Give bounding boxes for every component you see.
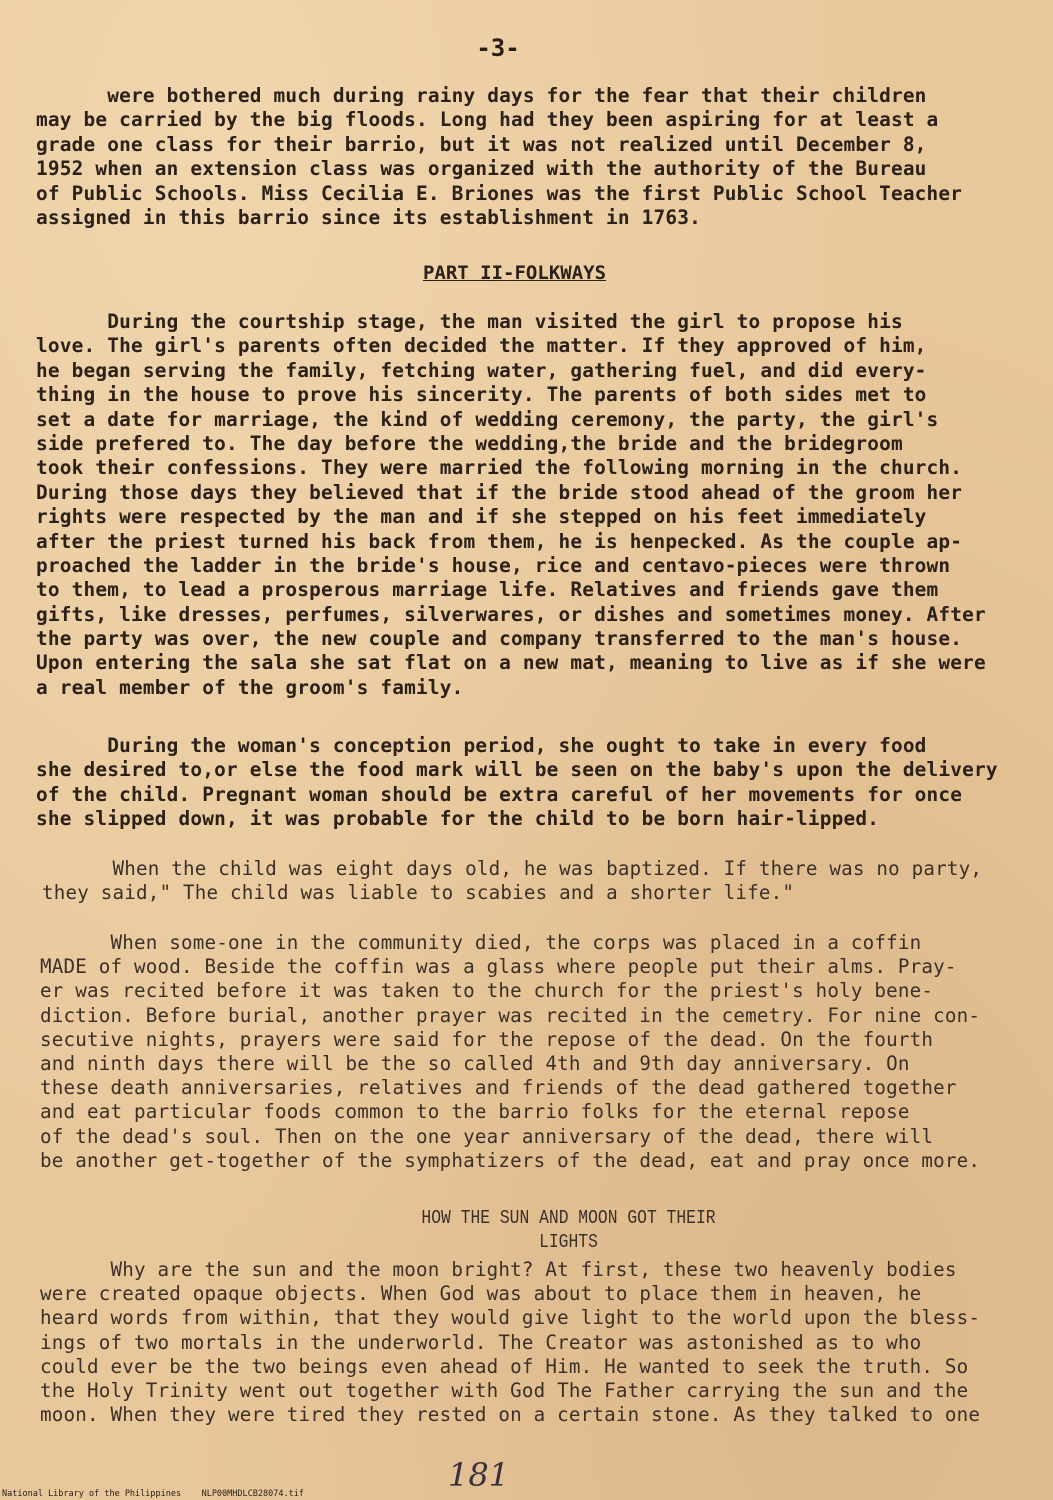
text-line: grade one class for their barrio, but it was not realized until December 8, xyxy=(36,132,927,156)
death-paragraph xyxy=(40,931,1025,1173)
scan-credit-footer: National Library of the Philippines NLP00MHDLCB28074.tif xyxy=(2,1489,304,1499)
text-line: ings of two mortals in the underworld. The Creator was astonished as to who xyxy=(40,1330,922,1354)
text-line: Why are the sun and the moon bright? At first, these two heavenly bodies xyxy=(40,1258,957,1281)
story-paragraph xyxy=(40,1258,1025,1427)
story-heading-line-1: HOW THE SUN AND MOON GOT THEIR xyxy=(421,1207,716,1229)
text-line: secutive nights, prayers were said for the repose of the dead. On the fourth xyxy=(40,1027,934,1051)
text-line: er was recited before it was taken to the church for the priest's holy bene- xyxy=(40,979,934,1003)
text-line: gifts, like dresses, perfumes, silverwares, or dishes and sometimes money. After xyxy=(36,602,986,626)
text-line: a real member of the groom's family. xyxy=(36,675,464,699)
text-line: During the woman's conception period, she ought to take in every food xyxy=(36,734,927,757)
text-line: rights were respected by the man and if she stepped on his feet immediately xyxy=(36,505,927,529)
text-line: Upon entering the sala she sat flat on a new mat, meaning to live as if she were xyxy=(36,651,986,675)
part-heading xyxy=(0,262,1041,284)
text-line: thing in the house to prove his sincerity. The parents of both sides met to xyxy=(36,383,927,407)
text-line: be another get-together of the symphatizers of the dead, eat and pray once more. xyxy=(40,1148,981,1172)
text-line: took their confessions. They were married the following morning in the church. xyxy=(36,456,963,480)
text-line: he began serving the family, fetching water, gathering fuel, and did every- xyxy=(36,358,927,382)
handwritten-folio-number: 181 xyxy=(448,1456,510,1494)
text-line: of Public Schools. Miss Cecilia E. Briones was the first Public School Teacher xyxy=(36,181,963,205)
baptism-paragraph xyxy=(42,857,1027,905)
text-line: assigned in this barrio since its establishment in 1763. xyxy=(36,205,701,229)
text-line: to them, to lead a prosperous marriage life. Relatives and friends gave them xyxy=(36,578,939,602)
text-line: MADE of wood. Beside the coffin was a glass where people put their alms. Pray- xyxy=(40,955,957,979)
text-line: these death anniversaries, relatives and friends of the dead gathered together xyxy=(40,1076,957,1100)
story-heading-line-2: LIGHTS xyxy=(539,1231,598,1253)
text-line: and ninth days there will be the so called 4th and 9th day anniversary. On xyxy=(40,1051,910,1075)
text-line: During the courtship stage, the man visited the girl to propose his xyxy=(36,310,903,333)
conception-paragraph xyxy=(36,734,1021,832)
text-line: During those days they believed that if the bride stood ahead of the groom her xyxy=(36,480,963,504)
text-line: after the priest turned his back from them, he is henpecked. As the couple ap- xyxy=(36,529,963,553)
text-line: 1952 when an extension class was organized with the authority of the Bureau xyxy=(36,157,927,181)
text-line: of the child. Pregnant woman should be extra careful of her movements for once xyxy=(36,782,963,806)
story-heading xyxy=(116,1206,1022,1254)
text-line: were created opaque objects. When God was about to place them in heaven, he xyxy=(40,1282,922,1306)
intro-paragraph xyxy=(36,84,1021,230)
text-line: moon. When they were tired they rested on a certain stone. As they talked to one xyxy=(40,1403,981,1427)
text-line: When some-one in the community died, the corps was placed in a coffin xyxy=(40,931,922,954)
text-line: they said," The child was liable to scabies and a shorter life." xyxy=(42,881,795,905)
text-line: side prefered to. The day before the wedding,the bride and the bridegroom xyxy=(36,431,903,455)
page-number: -3- xyxy=(476,34,520,62)
text-line: may be carried by the big floods. Long had they been aspiring for at least a xyxy=(36,108,939,132)
part-heading-text: PART II-FOLKWAYS xyxy=(422,262,607,284)
text-line: could ever be the two beings even ahead of Him. He wanted to seek the truth. So xyxy=(40,1354,969,1378)
courtship-paragraph xyxy=(36,310,1021,700)
text-line: she slipped down, it was probable for the child to be born hair-lipped. xyxy=(36,807,880,831)
text-line: diction. Before burial, another prayer was recited in the cemetry. For nine con- xyxy=(40,1003,981,1027)
text-line: were bothered much during rainy days for the fear that their children xyxy=(36,84,927,107)
text-line: proached the ladder in the bride's house, rice and centavo-pieces were thrown xyxy=(36,553,951,577)
text-line: and eat particular foods common to the barrio folks for the eternal repose xyxy=(40,1100,910,1124)
text-line: heard words from within, that they would give light to the world upon the bless- xyxy=(40,1306,981,1330)
text-line: the party was over, the new couple and company transferred to the man's house. xyxy=(36,627,963,651)
text-line: of the dead's soul. Then on the one year anniversary of the dead, there will xyxy=(40,1124,934,1148)
text-line: love. The girl's parents often decided the matter. If they approved of him, xyxy=(36,334,927,358)
text-line: the Holy Trinity went out together with God The Father carrying the sun and the xyxy=(40,1378,969,1402)
text-line: When the child was eight days old, he was baptized. If there was no party, xyxy=(42,857,983,880)
text-line: set a date for marriage, the kind of wedding ceremony, the party, the girl's xyxy=(36,407,939,431)
text-line: she desired to,or else the food mark will be seen on the baby's upon the delivery xyxy=(36,758,998,782)
